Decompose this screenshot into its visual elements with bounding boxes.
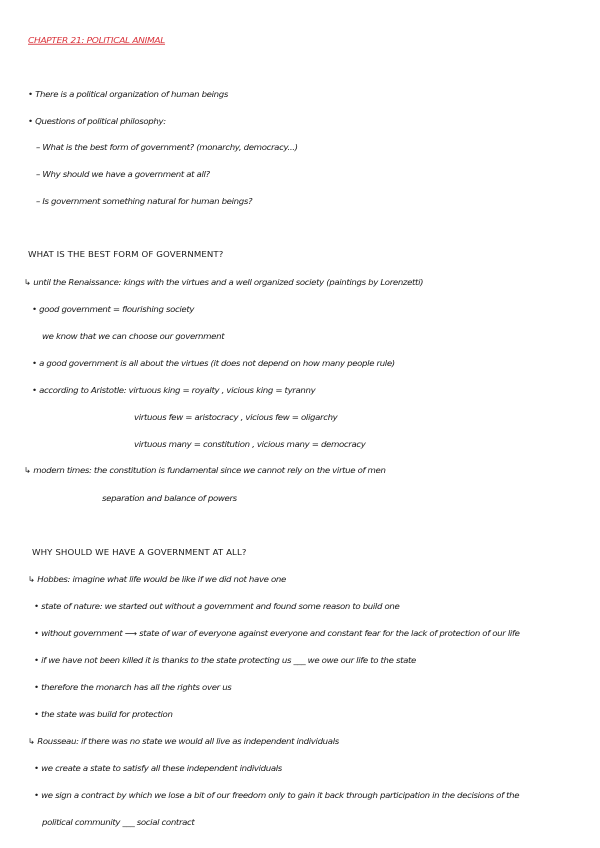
section-heading: WHY SHOULD WE HAVE A GOVERNMENT AT ALL? xyxy=(32,548,247,558)
note-line: • we create a state to satisfy all these independent individuals xyxy=(34,764,282,774)
note-line: – What is the best form of government? (monarchy, democracy...) xyxy=(36,143,298,153)
note-line: • state of nature: we started out without a government and found some reason to build one xyxy=(34,602,400,612)
section-heading: WHAT IS THE BEST FORM OF GOVERNMENT? xyxy=(28,250,224,260)
note-line: we know that we can choose our government xyxy=(42,332,225,342)
note-line: – Why should we have a government at all? xyxy=(36,170,210,180)
note-line: political community ___ social contract xyxy=(42,818,195,828)
note-line: • we sign a contract by which we lose a bit of our freedom only to gain it back through participation in the decisions of the xyxy=(34,791,520,801)
note-line: • the state was build for protection xyxy=(34,710,173,720)
note-line: – Is government something natural for human beings? xyxy=(36,197,253,207)
note-line: virtuous few = aristocracy , vicious few = oligarchy xyxy=(134,413,338,423)
note-line: ↳ Rousseau: if there was no state we would all live as independent individuals xyxy=(28,737,339,747)
note-line: separation and balance of powers xyxy=(102,494,237,504)
note-line: ↳ Hobbes: imagine what life would be like if we did not have one xyxy=(28,575,286,585)
chapter-title: CHAPTER 21: POLITICAL ANIMAL xyxy=(28,36,166,46)
note-line: • There is a political organization of human beings xyxy=(28,90,228,100)
note-line: • Questions of political philosophy: xyxy=(28,117,166,127)
note-line: • according to Aristotle: virtuous king = royalty , vicious king = tyranny xyxy=(32,386,316,396)
note-line: • a good government is all about the virtues (it does not depend on how many people rule) xyxy=(32,359,395,369)
note-line: • if we have not been killed it is thanks to the state protecting us ___ we owe our life to the state xyxy=(34,656,416,666)
note-line: • therefore the monarch has all the rights over us xyxy=(34,683,232,693)
note-line: • without government ⟶ state of war of everyone against everyone and constant fear for the lack of protection of our life xyxy=(34,629,520,639)
note-line: virtuous many = constitution , vicious many = democracy xyxy=(134,440,366,450)
note-line: • good government = flourishing society xyxy=(32,305,195,315)
note-line: ↳ modern times: the constitution is fundamental since we cannot rely on the virtue of men xyxy=(24,466,386,476)
note-line: ↳ until the Renaissance: kings with the virtues and a well organized society (paintings by Lorenzetti) xyxy=(24,278,424,288)
